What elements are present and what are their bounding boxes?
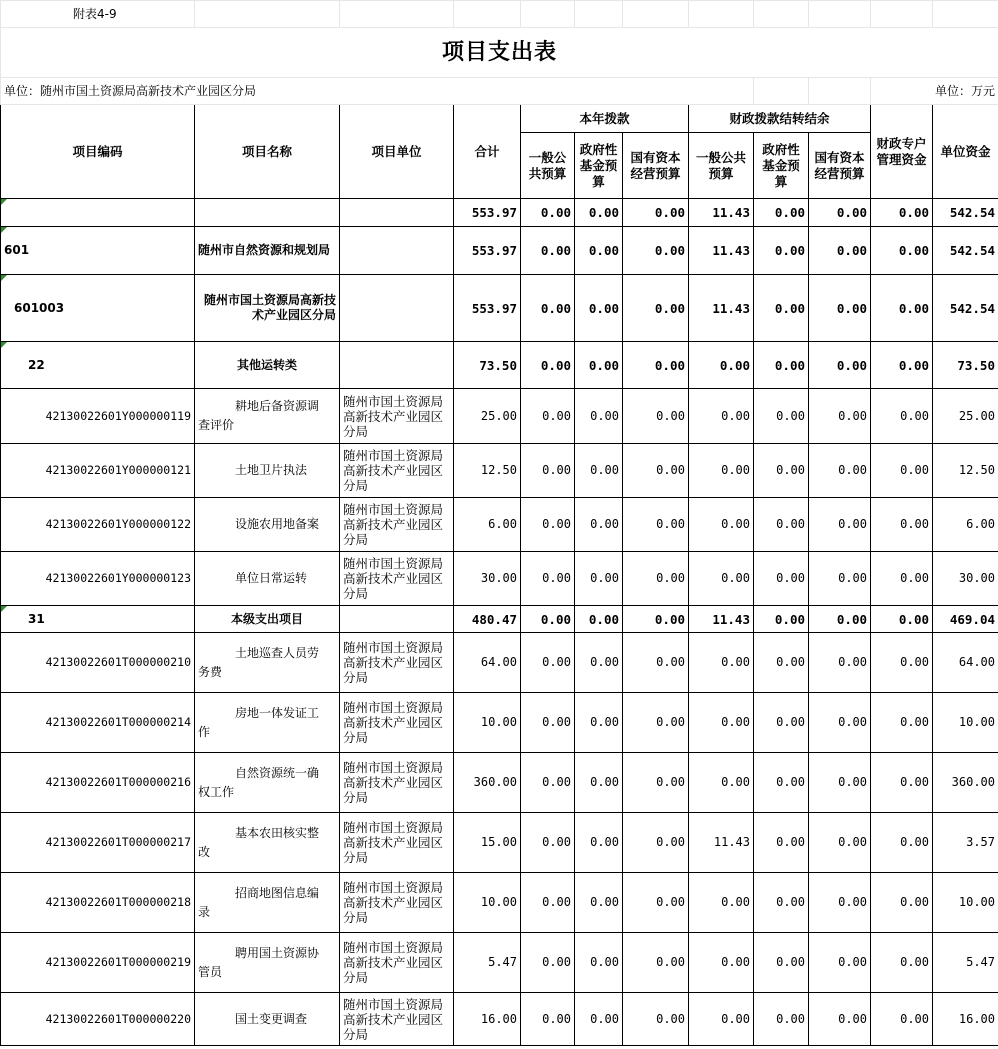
cell-name: 其他运转类: [195, 342, 340, 389]
cell-value-5: 0.00: [754, 753, 809, 813]
cell-value-3: 0.00: [623, 498, 689, 552]
table-row: [1, 753, 998, 813]
cell-value-7: 0.00: [871, 633, 933, 693]
cell-value-0: 480.47: [454, 606, 521, 633]
cell-value-3: 0.00: [623, 199, 689, 227]
cell-code: 42130022601T000000217: [1, 813, 195, 873]
cell-value-5: 0.00: [754, 275, 809, 342]
cell-value-1: 0.00: [521, 633, 575, 693]
cell-code: 31: [1, 606, 195, 633]
cell-value-6: 0.00: [809, 444, 871, 498]
cell-unit: 随州市国土资源局高新技术产业园区分局: [340, 873, 454, 933]
cell-value-7: 0.00: [871, 993, 933, 1046]
cell-value-4: 0.00: [689, 753, 754, 813]
cell-value-4: 0.00: [689, 633, 754, 693]
cell-value-0: 10.00: [454, 693, 521, 753]
cell-value-8: 10.00: [933, 693, 998, 753]
cell-value-0: 15.00: [454, 813, 521, 873]
cell-value-2: 0.00: [575, 227, 623, 275]
annex-label: 附表4-9: [1, 1, 195, 28]
cell-name-line-1: 自然资源统一确: [235, 765, 320, 780]
cell-value-6: 0.00: [809, 753, 871, 813]
cell-value-4: 0.00: [689, 933, 754, 993]
cell-name-line-1: 耕地后备资源调: [235, 399, 320, 413]
header-name: 项目名称: [195, 105, 340, 199]
cell-value-7: 0.00: [871, 933, 933, 993]
cell-value-4: 11.43: [689, 227, 754, 275]
cell-value-2: 0.00: [575, 813, 623, 873]
cell-value-1: 0.00: [521, 813, 575, 873]
cell-unit: 随州市国土资源局高新技术产业园区分局: [340, 693, 454, 753]
cell-value-5: 0.00: [754, 498, 809, 552]
cell-unit: 随州市国土资源局高新技术产业园区分局: [340, 552, 454, 606]
table-row: [1, 275, 998, 342]
cell-value-4: 0.00: [689, 342, 754, 389]
cell-name: [195, 633, 340, 693]
cell-name-line-2: 权工作: [198, 784, 235, 799]
cell-name: 设施农用地备案: [195, 498, 340, 552]
cell-value-3: 0.00: [623, 275, 689, 342]
cell-code: 42130022601T000000214: [1, 693, 195, 753]
cell-value-1: 0.00: [521, 552, 575, 606]
cell-name-line-2: 管员: [198, 964, 223, 979]
cell-value-5: 0.00: [754, 813, 809, 873]
cell-name-line-2: 查评价: [198, 418, 235, 432]
header-total: 合计: [454, 105, 521, 199]
header-code: 项目编码: [1, 105, 195, 199]
cell-value-3: 0.00: [623, 813, 689, 873]
cell-value-3: 0.00: [623, 444, 689, 498]
cell-value-7: 0.00: [871, 753, 933, 813]
cell-value-1: 0.00: [521, 199, 575, 227]
cell-value-8: 25.00: [933, 389, 998, 444]
cell-value-6: 0.00: [809, 693, 871, 753]
table-row: [1, 199, 998, 227]
cell-name: [195, 693, 340, 753]
cell-value-3: 0.00: [623, 933, 689, 993]
cell-name-line-2: 改: [198, 844, 211, 859]
cell-value-5: 0.00: [754, 633, 809, 693]
cell-value-8: 360.00: [933, 753, 998, 813]
cell-name: [195, 389, 340, 444]
table-row: [1, 552, 998, 606]
cell-value-5: 0.00: [754, 552, 809, 606]
cell-code: 601: [1, 227, 195, 275]
cell-code: 42130022601Y000000119: [1, 389, 195, 444]
header-state-capital: 国有资本经营预算: [623, 133, 689, 199]
cell-value-1: 0.00: [521, 873, 575, 933]
header-gov-fund: 政府性基金预算: [575, 133, 623, 199]
cell-value-7: 0.00: [871, 873, 933, 933]
cell-value-8: 542.54: [933, 199, 998, 227]
cell-value-2: 0.00: [575, 552, 623, 606]
table-row: [1, 606, 998, 633]
cell-name: 随州市自然资源和规划局: [195, 227, 340, 275]
table-row: [1, 693, 998, 753]
cell-value-0: 553.97: [454, 199, 521, 227]
cell-value-2: 0.00: [575, 498, 623, 552]
cell-value-6: 0.00: [809, 873, 871, 933]
header-unit: 项目单位: [340, 105, 454, 199]
cell-value-2: 0.00: [575, 444, 623, 498]
table-row: [1, 873, 998, 933]
header-group-current: 本年拨款: [521, 105, 689, 133]
cell-value-7: 0.00: [871, 199, 933, 227]
cell-value-0: 16.00: [454, 993, 521, 1046]
cell-name: 单位日常运转: [195, 552, 340, 606]
cell-value-1: 0.00: [521, 498, 575, 552]
cell-value-8: 30.00: [933, 552, 998, 606]
cell-value-7: 0.00: [871, 342, 933, 389]
cell-value-6: 0.00: [809, 199, 871, 227]
header-unit-fund: 单位资金: [933, 105, 998, 199]
cell-value-2: 0.00: [575, 693, 623, 753]
cell-name-line-1: 房地一体发证工: [235, 705, 320, 720]
cell-name-line-1: 基本农田核实整: [235, 825, 320, 840]
cell-value-7: 0.00: [871, 693, 933, 753]
cell-value-7: 0.00: [871, 227, 933, 275]
cell-value-4: 11.43: [689, 813, 754, 873]
cell-unit: [340, 199, 454, 227]
cell-value-1: 0.00: [521, 606, 575, 633]
cell-value-0: 25.00: [454, 389, 521, 444]
cell-value-2: 0.00: [575, 993, 623, 1046]
cell-code: 42130022601Y000000123: [1, 552, 195, 606]
cell-value-6: 0.00: [809, 227, 871, 275]
unit-left-label: 单位：随州市国土资源局高新技术产业园区分局: [1, 78, 754, 105]
cell-value-8: 6.00: [933, 498, 998, 552]
cell-value-5: 0.00: [754, 199, 809, 227]
cell-value-6: 0.00: [809, 606, 871, 633]
cell-code: 42130022601T000000220: [1, 993, 195, 1046]
cell-unit: 随州市国土资源局高新技术产业园区分局: [340, 993, 454, 1046]
header-gov-fund-2: 政府性基金预算: [754, 133, 809, 199]
cell-value-3: 0.00: [623, 873, 689, 933]
cell-value-6: 0.00: [809, 633, 871, 693]
cell-value-1: 0.00: [521, 444, 575, 498]
cell-value-2: 0.00: [575, 633, 623, 693]
cell-value-6: 0.00: [809, 275, 871, 342]
cell-code: 42130022601T000000219: [1, 933, 195, 993]
cell-value-3: 0.00: [623, 342, 689, 389]
cell-name: 土地卫片执法: [195, 444, 340, 498]
cell-value-0: 360.00: [454, 753, 521, 813]
header-general: 一般公共预算: [521, 133, 575, 199]
cell-value-5: 0.00: [754, 389, 809, 444]
cell-value-8: 12.50: [933, 444, 998, 498]
cell-value-7: 0.00: [871, 498, 933, 552]
cell-value-1: 0.00: [521, 389, 575, 444]
cell-value-1: 0.00: [521, 342, 575, 389]
cell-value-6: 0.00: [809, 389, 871, 444]
cell-unit: 随州市国土资源局高新技术产业园区分局: [340, 753, 454, 813]
cell-value-8: 64.00: [933, 633, 998, 693]
cell-name: 本级支出项目: [195, 606, 340, 633]
cell-value-7: 0.00: [871, 606, 933, 633]
cell-value-2: 0.00: [575, 873, 623, 933]
cell-value-1: 0.00: [521, 275, 575, 342]
cell-value-6: 0.00: [809, 552, 871, 606]
table-row: [1, 227, 998, 275]
cell-name: [195, 873, 340, 933]
cell-unit: [340, 275, 454, 342]
cell-value-3: 0.00: [623, 693, 689, 753]
cell-unit: 随州市国土资源局高新技术产业园区分局: [340, 389, 454, 444]
cell-code: 42130022601Y000000122: [1, 498, 195, 552]
cell-value-8: 542.54: [933, 227, 998, 275]
header-special: 财政专户管理资金: [871, 105, 933, 199]
cell-unit: 随州市国土资源局高新技术产业园区分局: [340, 633, 454, 693]
cell-unit: 随州市国土资源局高新技术产业园区分局: [340, 813, 454, 873]
cell-value-4: 0.00: [689, 498, 754, 552]
cell-value-2: 0.00: [575, 199, 623, 227]
cell-value-3: 0.00: [623, 753, 689, 813]
cell-unit: [340, 606, 454, 633]
cell-value-1: 0.00: [521, 227, 575, 275]
cell-value-0: 64.00: [454, 633, 521, 693]
cell-value-3: 0.00: [623, 389, 689, 444]
cell-code: 42130022601T000000216: [1, 753, 195, 813]
cell-value-5: 0.00: [754, 933, 809, 993]
cell-value-5: 0.00: [754, 227, 809, 275]
cell-value-5: 0.00: [754, 993, 809, 1046]
table-row: [1, 813, 998, 873]
cell-value-5: 0.00: [754, 693, 809, 753]
cell-value-0: 5.47: [454, 933, 521, 993]
cell-name-line-2: 录: [198, 904, 211, 919]
cell-value-8: 5.47: [933, 933, 998, 993]
cell-name-line-1: 土地巡查人员劳: [235, 645, 320, 660]
cell-value-2: 0.00: [575, 933, 623, 993]
cell-name-line-1: 招商地图信息编: [235, 885, 320, 900]
table-row: [1, 933, 998, 993]
cell-value-6: 0.00: [809, 342, 871, 389]
table-row: [1, 633, 998, 693]
cell-value-0: 10.00: [454, 873, 521, 933]
cell-value-1: 0.00: [521, 993, 575, 1046]
cell-value-7: 0.00: [871, 552, 933, 606]
cell-value-6: 0.00: [809, 993, 871, 1046]
cell-unit: 随州市国土资源局高新技术产业园区分局: [340, 933, 454, 993]
cell-value-4: 0.00: [689, 389, 754, 444]
cell-value-4: 0.00: [689, 552, 754, 606]
cell-value-1: 0.00: [521, 693, 575, 753]
cell-value-8: 16.00: [933, 993, 998, 1046]
cell-value-6: 0.00: [809, 498, 871, 552]
cell-value-8: 3.57: [933, 813, 998, 873]
cell-value-4: 0.00: [689, 993, 754, 1046]
cell-value-6: 0.00: [809, 933, 871, 993]
cell-value-4: 11.43: [689, 199, 754, 227]
cell-code: 601003: [1, 275, 195, 342]
cell-value-2: 0.00: [575, 389, 623, 444]
cell-code: 42130022601T000000218: [1, 873, 195, 933]
cell-name-line-2: 务费: [198, 664, 223, 679]
unit-right-label: 单位：万元: [871, 78, 998, 105]
cell-value-0: 553.97: [454, 227, 521, 275]
cell-value-1: 0.00: [521, 753, 575, 813]
cell-name-line-2: 作: [198, 724, 211, 739]
cell-value-7: 0.00: [871, 275, 933, 342]
cell-value-5: 0.00: [754, 342, 809, 389]
cell-value-2: 0.00: [575, 753, 623, 813]
cell-value-4: 11.43: [689, 606, 754, 633]
cell-value-3: 0.00: [623, 993, 689, 1046]
cell-value-0: 6.00: [454, 498, 521, 552]
cell-name: 国土变更调查: [195, 993, 340, 1046]
cell-value-3: 0.00: [623, 606, 689, 633]
cell-name: [195, 753, 340, 813]
cell-value-1: 0.00: [521, 933, 575, 993]
cell-code: [1, 199, 195, 227]
cell-value-7: 0.00: [871, 813, 933, 873]
cell-value-3: 0.00: [623, 552, 689, 606]
cell-value-0: 30.00: [454, 552, 521, 606]
table-row: [1, 498, 998, 552]
table-row: [1, 389, 998, 444]
cell-value-8: 469.04: [933, 606, 998, 633]
page-title: 项目支出表: [1, 28, 998, 78]
cell-value-0: 73.50: [454, 342, 521, 389]
table-row: [1, 993, 998, 1046]
cell-value-5: 0.00: [754, 606, 809, 633]
cell-value-0: 12.50: [454, 444, 521, 498]
cell-value-6: 0.00: [809, 813, 871, 873]
header-group-carry: 财政拨款结转结余: [689, 105, 871, 133]
cell-value-8: 542.54: [933, 275, 998, 342]
cell-value-3: 0.00: [623, 227, 689, 275]
cell-value-7: 0.00: [871, 389, 933, 444]
cell-value-2: 0.00: [575, 342, 623, 389]
header-state-capital-2: 国有资本经营预算: [809, 133, 871, 199]
cell-name: [195, 199, 340, 227]
cell-value-4: 0.00: [689, 873, 754, 933]
cell-unit: 随州市国土资源局高新技术产业园区分局: [340, 498, 454, 552]
cell-value-8: 10.00: [933, 873, 998, 933]
cell-name: 随州市国土资源局高新技术产业园区分局: [195, 275, 340, 342]
cell-value-2: 0.00: [575, 606, 623, 633]
cell-code: 42130022601Y000000121: [1, 444, 195, 498]
cell-unit: [340, 342, 454, 389]
cell-value-7: 0.00: [871, 444, 933, 498]
cell-value-4: 0.00: [689, 693, 754, 753]
table-row: [1, 444, 998, 498]
cell-value-5: 0.00: [754, 444, 809, 498]
cell-name-line-1: 聘用国土资源协: [235, 945, 320, 960]
cell-value-3: 0.00: [623, 633, 689, 693]
cell-unit: 随州市国土资源局高新技术产业园区分局: [340, 444, 454, 498]
cell-name: [195, 813, 340, 873]
cell-value-4: 0.00: [689, 444, 754, 498]
cell-name: [195, 933, 340, 993]
cell-value-0: 553.97: [454, 275, 521, 342]
cell-code: 42130022601T000000210: [1, 633, 195, 693]
cell-code: 22: [1, 342, 195, 389]
cell-unit: [340, 227, 454, 275]
table-row: [1, 342, 998, 389]
cell-value-2: 0.00: [575, 275, 623, 342]
cell-value-4: 11.43: [689, 275, 754, 342]
header-general-2: 一般公共预算: [689, 133, 754, 199]
cell-value-5: 0.00: [754, 873, 809, 933]
cell-value-8: 73.50: [933, 342, 998, 389]
